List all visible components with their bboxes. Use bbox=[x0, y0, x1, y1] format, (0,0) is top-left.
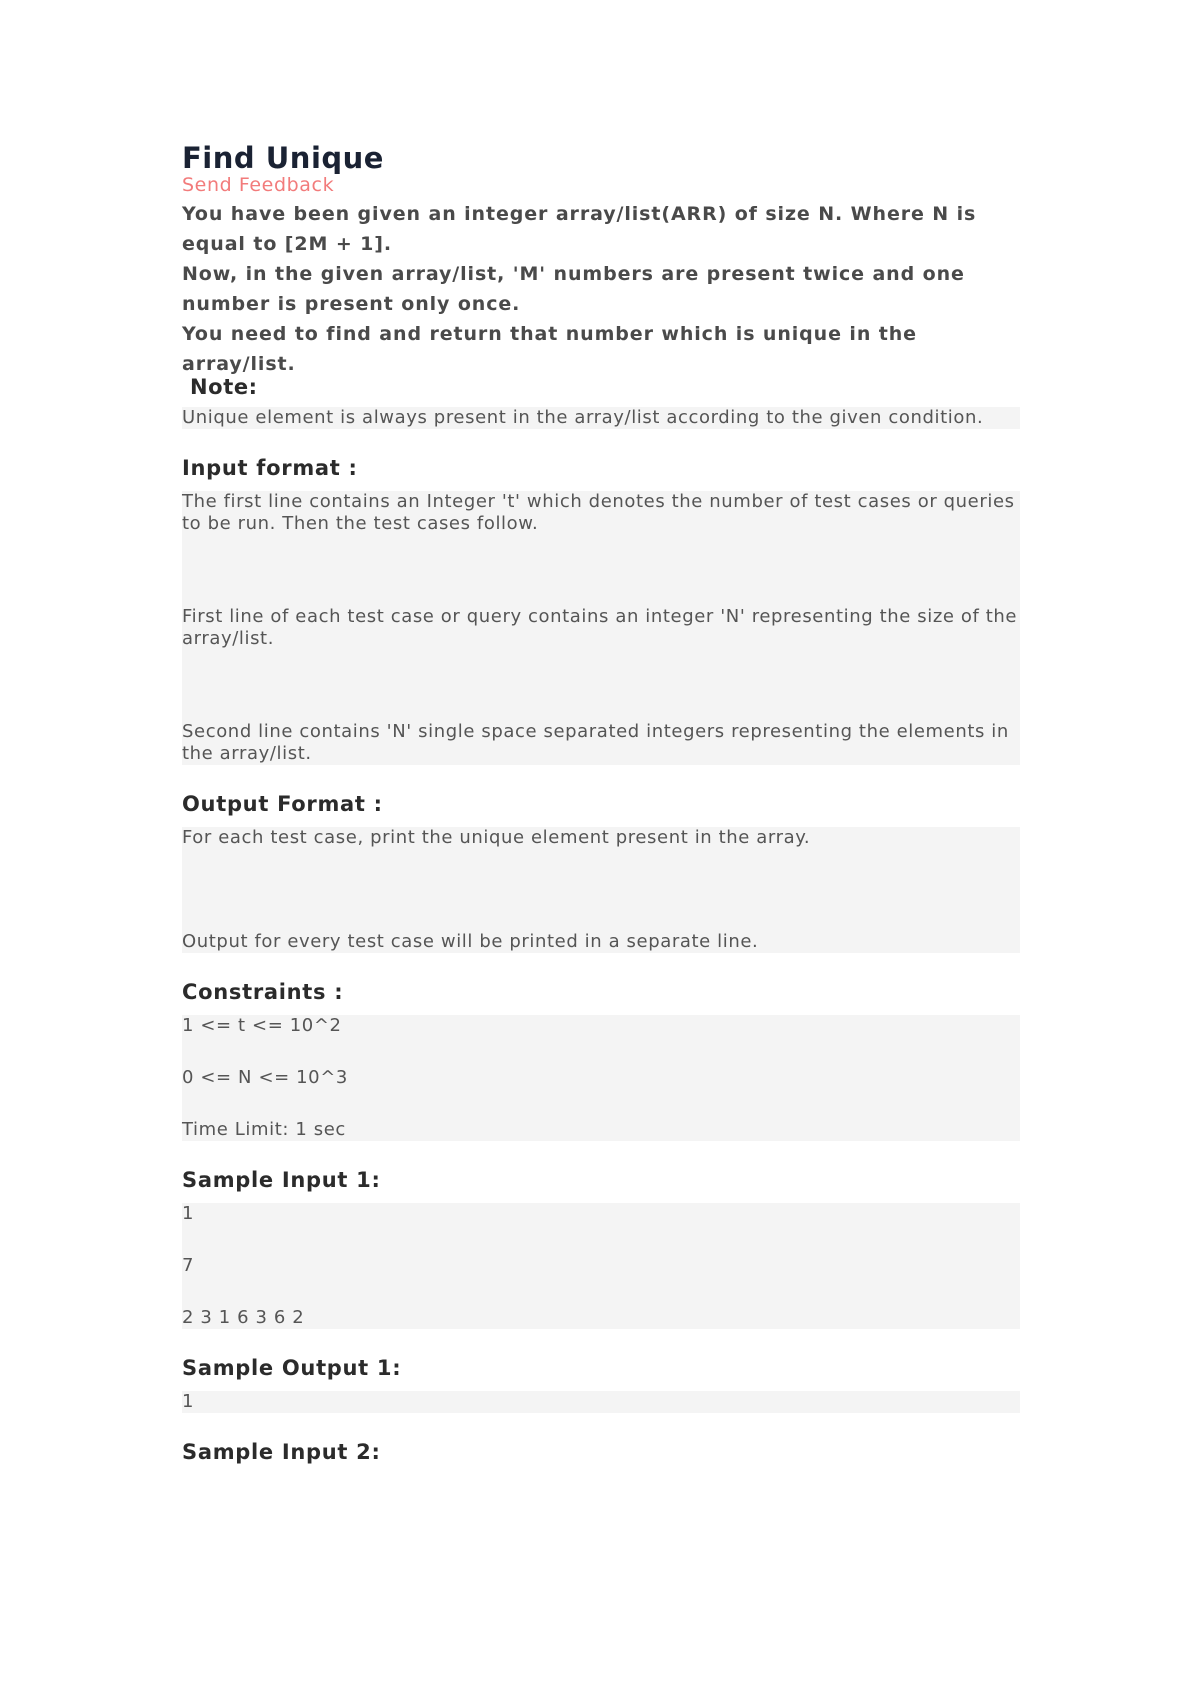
constraints-box bbox=[182, 1015, 1020, 1141]
input-format-line: The first line contains an Integer 't' which denotes the number of test cases or queries to be run. Then the test cases follow. bbox=[182, 491, 1015, 534]
input-format-heading: Input format : bbox=[182, 456, 358, 480]
note-box bbox=[182, 407, 1020, 429]
input-format-box bbox=[182, 491, 1020, 765]
problem-description bbox=[182, 199, 1020, 379]
output-format-line: Output for every test case will be printed in a separate line. bbox=[182, 931, 759, 952]
send-feedback-link[interactable]: Send Feedback bbox=[182, 174, 335, 196]
input-format-line: Second line contains 'N' single space separated integers representing the elements in the array/list. bbox=[182, 721, 1009, 764]
constraints-heading: Constraints : bbox=[182, 980, 344, 1004]
output-format-heading: Output Format : bbox=[182, 792, 383, 816]
sample-input-line: 7 bbox=[182, 1255, 195, 1276]
sample-output-1-heading: Sample Output 1: bbox=[182, 1356, 402, 1380]
sample-input-2-heading: Sample Input 2: bbox=[182, 1440, 381, 1464]
description-paragraph: You need to find and return that number which is unique in the array/list. bbox=[182, 323, 917, 375]
note-heading: Note: bbox=[190, 375, 258, 399]
problem-page bbox=[182, 140, 1020, 1466]
sample-output-1-box bbox=[182, 1391, 1020, 1413]
constraint-line: 0 <= N <= 10^3 bbox=[182, 1067, 348, 1088]
page-title: Find Unique bbox=[182, 141, 384, 175]
sample-input-line: 2 3 1 6 3 6 2 bbox=[182, 1307, 305, 1328]
description-paragraph: Now, in the given array/list, 'M' numbers are present twice and one number is present only once. bbox=[182, 263, 965, 315]
description-paragraph: You have been given an integer array/list(ARR) of size N. Where N is equal to [2M + 1]. bbox=[182, 203, 977, 255]
output-format-line: For each test case, print the unique element present in the array. bbox=[182, 827, 811, 848]
sample-input-1-box bbox=[182, 1203, 1020, 1329]
constraint-line: 1 <= t <= 10^2 bbox=[182, 1015, 342, 1036]
sample-input-1-heading: Sample Input 1: bbox=[182, 1168, 381, 1192]
sample-input-line: 1 bbox=[182, 1203, 195, 1224]
note-text: Unique element is always present in the array/list according to the given condition. bbox=[182, 407, 984, 428]
input-format-line: First line of each test case or query contains an integer 'N' representing the size of the array/list. bbox=[182, 606, 1018, 649]
sample-output-line: 1 bbox=[182, 1391, 195, 1412]
output-format-box bbox=[182, 827, 1020, 953]
constraint-line: Time Limit: 1 sec bbox=[182, 1119, 346, 1140]
